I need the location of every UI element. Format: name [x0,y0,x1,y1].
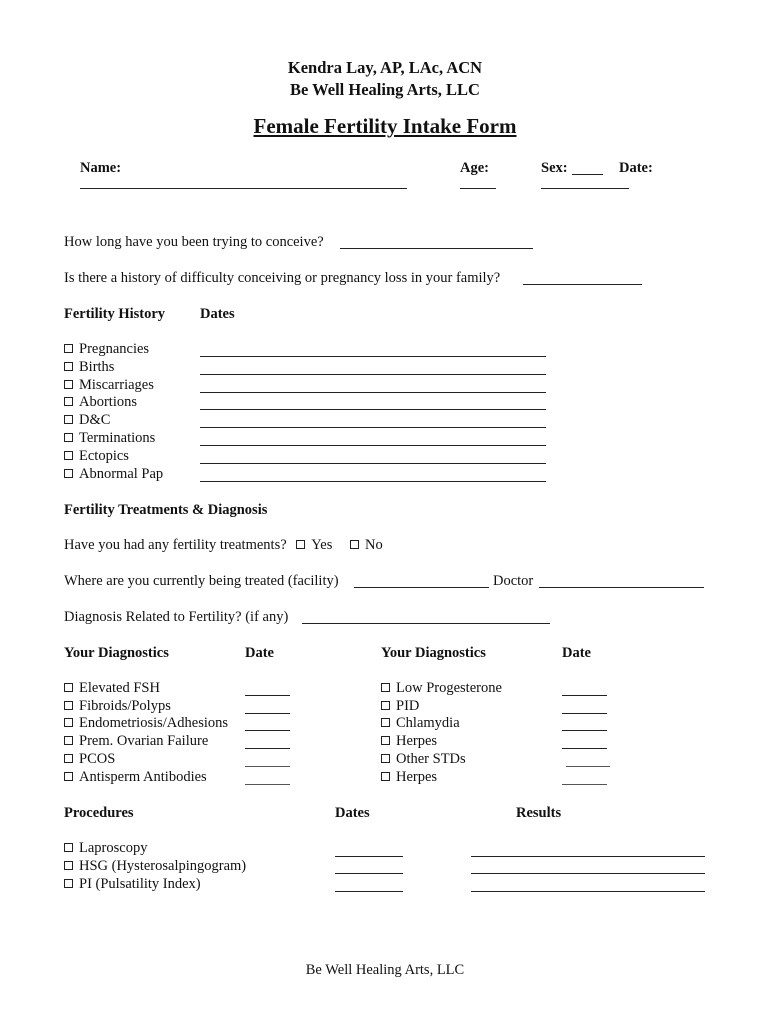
age-label: Age: [460,160,489,176]
date-line[interactable] [245,766,290,767]
procedures-results-heading: Results [516,805,562,821]
checkbox-icon[interactable] [64,879,73,888]
had-treatments-question: Have you had any fertility treatments? Yes No [64,537,383,553]
footer-text: Be Well Healing Arts, LLC [305,962,465,978]
yes-checkbox[interactable] [296,540,305,549]
checkbox-icon[interactable] [381,683,390,692]
results-line[interactable] [471,856,705,857]
checkbox-icon[interactable] [64,415,73,424]
date-field[interactable] [541,188,629,189]
list-item[interactable]: Fibroids/Polyps [64,698,171,715]
checkbox-icon[interactable] [64,843,73,852]
list-item[interactable]: Other STDs [381,751,466,768]
list-item[interactable]: Abnormal Pap [64,466,163,483]
facility-label: Where are you currently being treated (facility) [64,573,339,589]
facility-field[interactable] [354,587,489,588]
procedures-heading: Procedures [64,805,134,821]
date-line[interactable] [200,392,546,393]
checkbox-icon[interactable] [64,469,73,478]
date-label: Date: [619,160,653,176]
yes-label: Yes [311,537,333,553]
date-line[interactable] [245,748,290,749]
date-line[interactable] [200,463,546,464]
diagnostics-date-heading-right: Date [562,645,591,661]
list-item[interactable]: Herpes [381,733,437,750]
date-line[interactable] [200,481,546,482]
treatments-heading: Fertility Treatments & Diagnosis [64,502,268,518]
date-line[interactable] [245,784,290,785]
doctor-label: Doctor [493,573,534,589]
date-line[interactable] [200,374,546,375]
checkbox-icon[interactable] [381,718,390,727]
checkbox-icon[interactable] [64,397,73,406]
date-line[interactable] [200,445,546,446]
results-line[interactable] [471,873,705,874]
date-line[interactable] [335,891,403,892]
fertility-history-heading: Fertility History [64,306,166,322]
date-line[interactable] [200,427,546,428]
list-item[interactable]: D&C [64,412,110,429]
procedures-dates-heading: Dates [335,805,370,821]
date-line[interactable] [245,730,290,731]
date-line[interactable] [566,766,610,767]
checkbox-icon[interactable] [381,736,390,745]
checkbox-icon[interactable] [64,433,73,442]
list-item[interactable]: Ectopics [64,448,129,465]
practice-name: Be Well Healing Arts, LLC [290,80,480,99]
list-item[interactable]: Pregnancies [64,341,149,358]
list-item[interactable]: HSG (Hysterosalpingogram) [64,858,246,875]
list-item[interactable]: Chlamydia [381,715,460,732]
practitioner-name: Kendra Lay, AP, LAc, ACN [287,58,483,77]
form-title: Female Fertility Intake Form [253,114,517,138]
date-line[interactable] [562,730,607,731]
sex-field[interactable] [572,174,603,175]
date-line[interactable] [245,713,290,714]
no-checkbox[interactable] [350,540,359,549]
date-line[interactable] [245,695,290,696]
date-line[interactable] [562,713,607,714]
list-item[interactable]: Births [64,359,114,376]
date-line[interactable] [200,356,546,357]
diagnostics-heading-left: Your Diagnostics [64,645,169,661]
list-item[interactable]: Terminations [64,430,155,447]
name-label: Name: [80,160,122,176]
checkbox-icon[interactable] [64,362,73,371]
date-line[interactable] [335,873,403,874]
list-item[interactable]: Endometriosis/Adhesions [64,715,228,732]
no-label: No [365,537,383,553]
list-item[interactable]: PCOS [64,751,115,768]
checkbox-icon[interactable] [64,380,73,389]
checkbox-icon[interactable] [381,701,390,710]
checkbox-icon[interactable] [64,701,73,710]
checkbox-icon[interactable] [64,861,73,870]
date-line[interactable] [200,409,546,410]
checkbox-icon[interactable] [64,683,73,692]
checkbox-icon[interactable] [64,754,73,763]
list-item[interactable]: Herpes [381,769,437,786]
sex-label: Sex: [541,160,568,176]
date-line[interactable] [335,856,403,857]
list-item[interactable]: Abortions [64,394,137,411]
list-item[interactable]: Elevated FSH [64,680,160,697]
diagnostics-heading-right: Your Diagnostics [381,645,486,661]
list-item[interactable]: Antisperm Antibodies [64,769,207,786]
list-item[interactable]: Prem. Ovarian Failure [64,733,208,750]
date-line[interactable] [562,748,607,749]
checkbox-icon[interactable] [64,451,73,460]
list-item[interactable]: PID [381,698,419,715]
diagnosis-field[interactable] [302,623,550,624]
date-line[interactable] [562,695,607,696]
question-family-history: Is there a history of difficulty conceiving or pregnancy loss in your family? [64,270,501,286]
diagnostics-date-heading-left: Date [245,645,274,661]
doctor-field[interactable] [539,587,704,588]
checkbox-icon[interactable] [64,344,73,353]
list-item[interactable]: Laproscopy [64,840,147,857]
question-trying-to-conceive: How long have you been trying to conceive? [64,234,324,250]
family-history-field[interactable] [523,284,642,285]
list-item[interactable]: PI (Pulsatility Index) [64,876,201,893]
checkbox-icon[interactable] [64,736,73,745]
age-field[interactable] [460,188,496,189]
checkbox-icon[interactable] [64,772,73,781]
diagnosis-label: Diagnosis Related to Fertility? (if any) [64,609,289,625]
checkbox-icon[interactable] [381,772,390,781]
trying-to-conceive-field[interactable] [340,248,533,249]
checkbox-icon[interactable] [64,718,73,727]
fertility-history-dates-heading: Dates [200,306,235,322]
date-line[interactable] [562,784,607,785]
list-item[interactable]: Low Progesterone [381,680,502,697]
checkbox-icon[interactable] [381,754,390,763]
results-line[interactable] [471,891,705,892]
list-item[interactable]: Miscarriages [64,377,154,394]
name-field[interactable] [80,188,407,189]
